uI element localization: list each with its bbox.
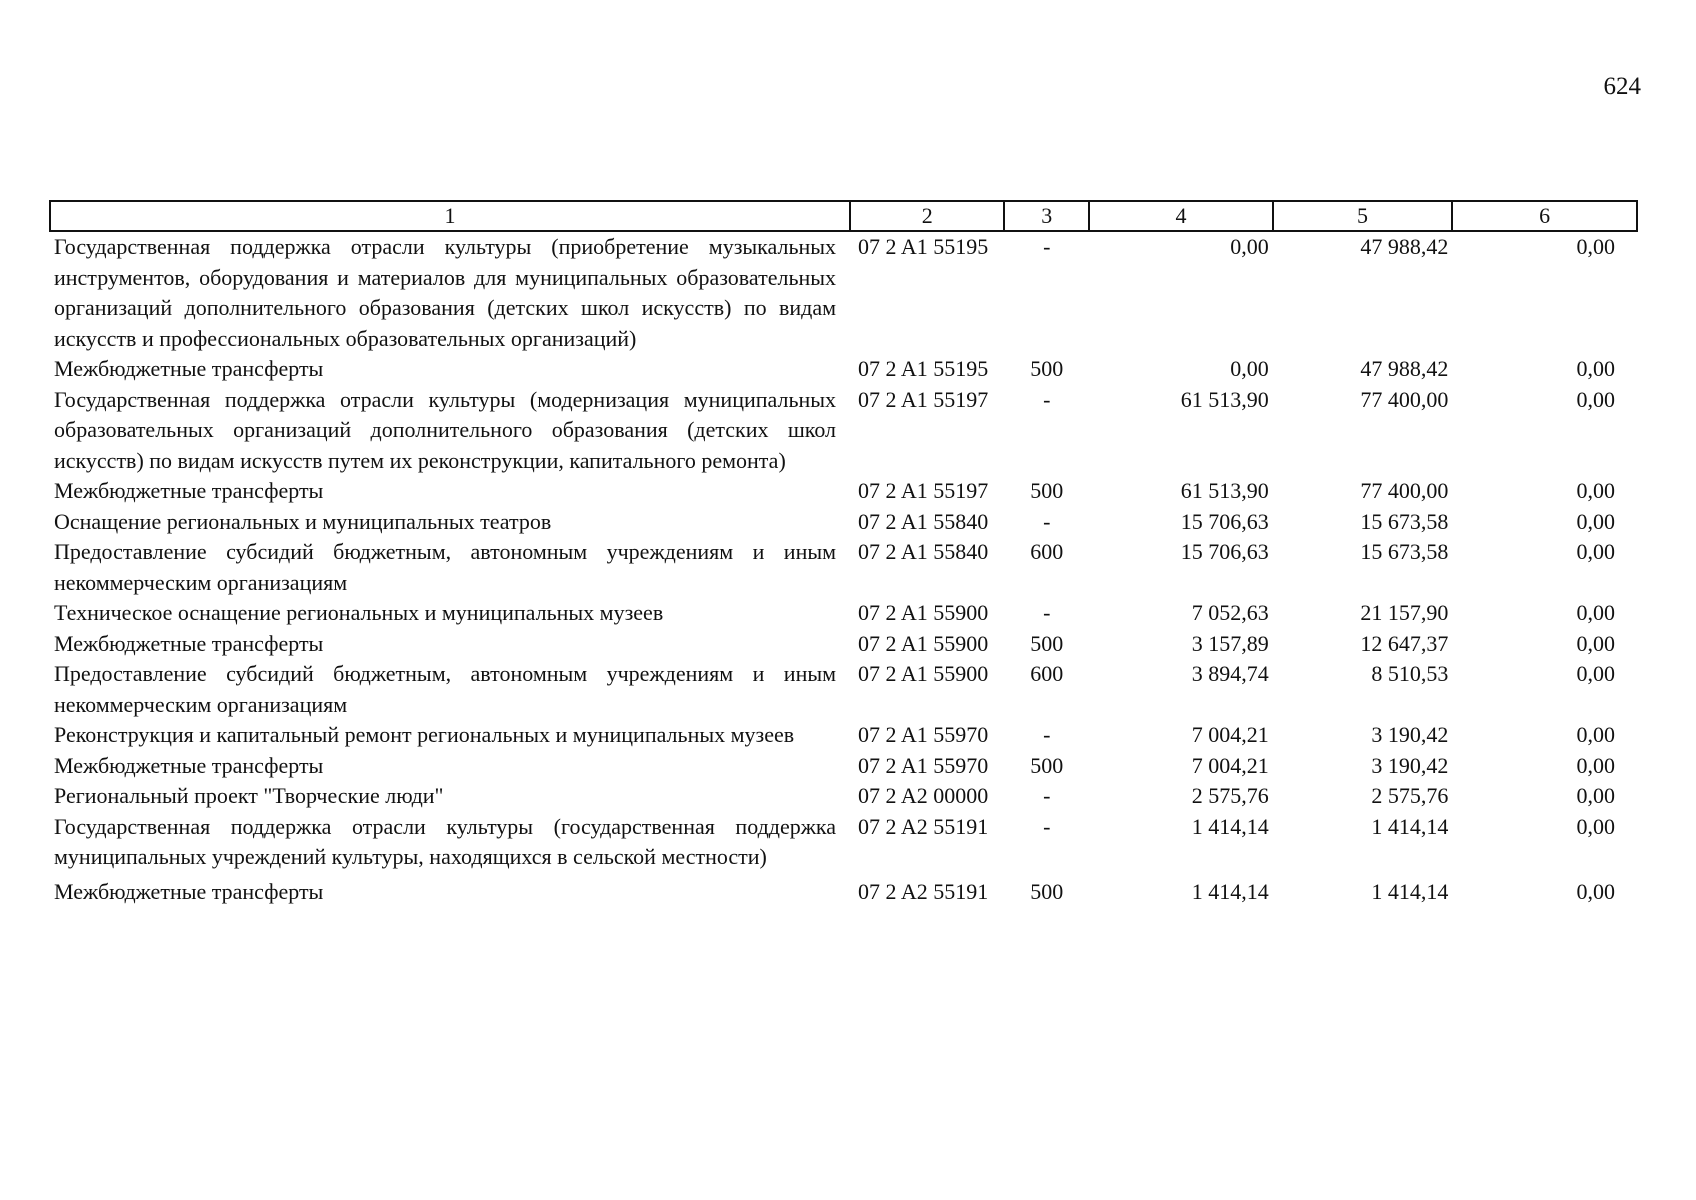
row-value-5: 3 190,42 (1371, 752, 1449, 778)
column-header-2: 2 (850, 201, 1004, 231)
table-row (50, 598, 1637, 629)
row-value-6: 0,00 (1576, 234, 1615, 259)
row-code: 07 2 A1 55970 (858, 752, 989, 778)
table-row (50, 720, 1637, 751)
row-value-6: 0,00 (1576, 630, 1615, 656)
row-value-5: 15 673,58 (1360, 508, 1449, 534)
row-value-5: 1 414,14 (1371, 813, 1449, 839)
row-name: Межбюджетные трансферты (54, 630, 324, 656)
table-row (50, 812, 1637, 873)
table-row (50, 354, 1637, 385)
table-row (50, 537, 1637, 598)
row-type: 500 (1030, 752, 1064, 778)
row-type: 500 (1030, 478, 1064, 503)
table-row (50, 476, 1637, 507)
row-value-4: 0,00 (1230, 356, 1269, 381)
row-value-6: 0,00 (1576, 600, 1615, 625)
row-type: - (1043, 386, 1051, 412)
row-value-5: 12 647,37 (1360, 630, 1449, 656)
row-code: 07 2 A1 55195 (858, 356, 989, 381)
row-code: 07 2 A2 55191 (858, 813, 989, 839)
row-name: Реконструкция и капитальный ремонт региональных и муниципальных музеев (54, 722, 795, 747)
table-row (50, 629, 1637, 660)
row-name: Государственная поддержка отрасли культуры (модернизация муниципальных образовательных организаций дополнительного образования (детских школ искусств) по видам искусств путем их реконструкции, капитального ремонта) (54, 386, 837, 473)
row-value-5: 8 510,53 (1371, 661, 1449, 686)
row-name: Предоставление субсидий бюджетным, автономным учреждениям и иным некоммерческим организациям (54, 661, 837, 717)
row-type: - (1043, 722, 1051, 747)
row-value-6: 0,00 (1576, 539, 1615, 564)
row-value-4: 7 004,21 (1191, 722, 1269, 747)
column-header-4: 4 (1089, 201, 1273, 231)
row-value-4: 3 157,89 (1191, 630, 1269, 656)
row-value-6: 0,00 (1576, 878, 1615, 904)
row-value-6: 0,00 (1576, 478, 1615, 503)
row-value-4: 7 052,63 (1191, 600, 1269, 625)
page-number: 624 (1603, 73, 1641, 100)
row-name: Межбюджетные трансферты (54, 878, 324, 904)
row-code: 07 2 A2 00000 (858, 783, 989, 808)
budget-table (49, 200, 1638, 907)
row-value-6: 0,00 (1576, 722, 1615, 747)
row-value-4: 15 706,63 (1180, 508, 1269, 534)
table-header-row (50, 201, 1637, 231)
row-code: 07 2 A2 55191 (858, 878, 989, 904)
row-value-6: 0,00 (1576, 813, 1615, 839)
row-name: Оснащение региональных и муниципальных театров (54, 508, 552, 534)
row-value-5: 21 157,90 (1360, 600, 1449, 625)
row-value-4: 0,00 (1230, 234, 1269, 259)
row-value-6: 0,00 (1576, 783, 1615, 808)
row-name: Межбюджетные трансферты (54, 356, 324, 381)
row-code: 07 2 A1 55900 (858, 600, 989, 625)
row-name: Межбюджетные трансферты (54, 752, 324, 778)
row-value-5: 2 575,76 (1371, 783, 1449, 808)
row-value-4: 15 706,63 (1180, 539, 1269, 564)
row-value-6: 0,00 (1576, 661, 1615, 686)
row-name: Государственная поддержка отрасли культуры (приобретение музыкальных инструментов, оборудования и материалов для муниципальных образовательных организаций дополнительного образования (детских школ искусств) по видам искусств и профессиональных образовательных организаций) (54, 234, 837, 351)
row-value-4: 1 414,14 (1191, 813, 1269, 839)
row-type: - (1043, 813, 1051, 839)
row-value-6: 0,00 (1576, 508, 1615, 534)
table-row (50, 385, 1637, 477)
column-header-6: 6 (1452, 201, 1637, 231)
row-type: 600 (1030, 539, 1064, 564)
row-code: 07 2 A1 55840 (858, 508, 989, 534)
table-row (50, 231, 1637, 354)
row-value-5: 3 190,42 (1371, 722, 1449, 747)
column-header-3: 3 (1004, 201, 1089, 231)
row-name: Государственная поддержка отрасли культуры (государственная поддержка муниципальных учреждений культуры, находящихся в сельской местности) (54, 813, 837, 869)
row-type: 500 (1030, 630, 1064, 656)
row-type: - (1043, 600, 1051, 625)
table-row (50, 781, 1637, 812)
row-code: 07 2 A1 55900 (858, 630, 989, 656)
row-code: 07 2 A1 55197 (858, 478, 989, 503)
row-code: 07 2 A1 55840 (858, 539, 989, 564)
row-value-5: 15 673,58 (1360, 539, 1449, 564)
row-value-4: 3 894,74 (1191, 661, 1269, 686)
row-value-4: 61 513,90 (1180, 386, 1269, 412)
row-code: 07 2 A1 55900 (858, 661, 989, 686)
row-code: 07 2 A1 55197 (858, 386, 989, 412)
table-row (50, 507, 1637, 538)
row-code: 07 2 A1 55195 (858, 234, 989, 259)
row-value-6: 0,00 (1576, 752, 1615, 778)
column-header-1: 1 (50, 201, 850, 231)
row-type: - (1043, 783, 1051, 808)
row-type: - (1043, 234, 1051, 259)
row-type: - (1043, 508, 1051, 534)
column-header-5: 5 (1273, 201, 1453, 231)
row-value-5: 47 988,42 (1360, 356, 1449, 381)
row-value-6: 0,00 (1576, 386, 1615, 412)
row-type: 500 (1030, 356, 1064, 381)
table-row (50, 751, 1637, 782)
row-value-4: 2 575,76 (1191, 783, 1269, 808)
row-value-4: 61 513,90 (1180, 478, 1269, 503)
row-name: Региональный проект "Творческие люди" (54, 783, 444, 808)
row-type: 600 (1030, 661, 1064, 686)
row-type: 500 (1030, 878, 1064, 904)
row-name: Техническое оснащение региональных и муниципальных музеев (54, 600, 664, 625)
row-name: Предоставление субсидий бюджетным, автономным учреждениям и иным некоммерческим организациям (54, 539, 837, 595)
row-value-5: 1 414,14 (1371, 878, 1449, 904)
row-code: 07 2 A1 55970 (858, 722, 989, 747)
row-value-5: 77 400,00 (1360, 478, 1449, 503)
row-value-5: 47 988,42 (1360, 234, 1449, 259)
table-row (50, 873, 1637, 908)
row-value-6: 0,00 (1576, 356, 1615, 381)
row-name: Межбюджетные трансферты (54, 478, 324, 503)
table-row (50, 659, 1637, 720)
row-value-4: 7 004,21 (1191, 752, 1269, 778)
row-value-5: 77 400,00 (1360, 386, 1449, 412)
row-value-4: 1 414,14 (1191, 878, 1269, 904)
